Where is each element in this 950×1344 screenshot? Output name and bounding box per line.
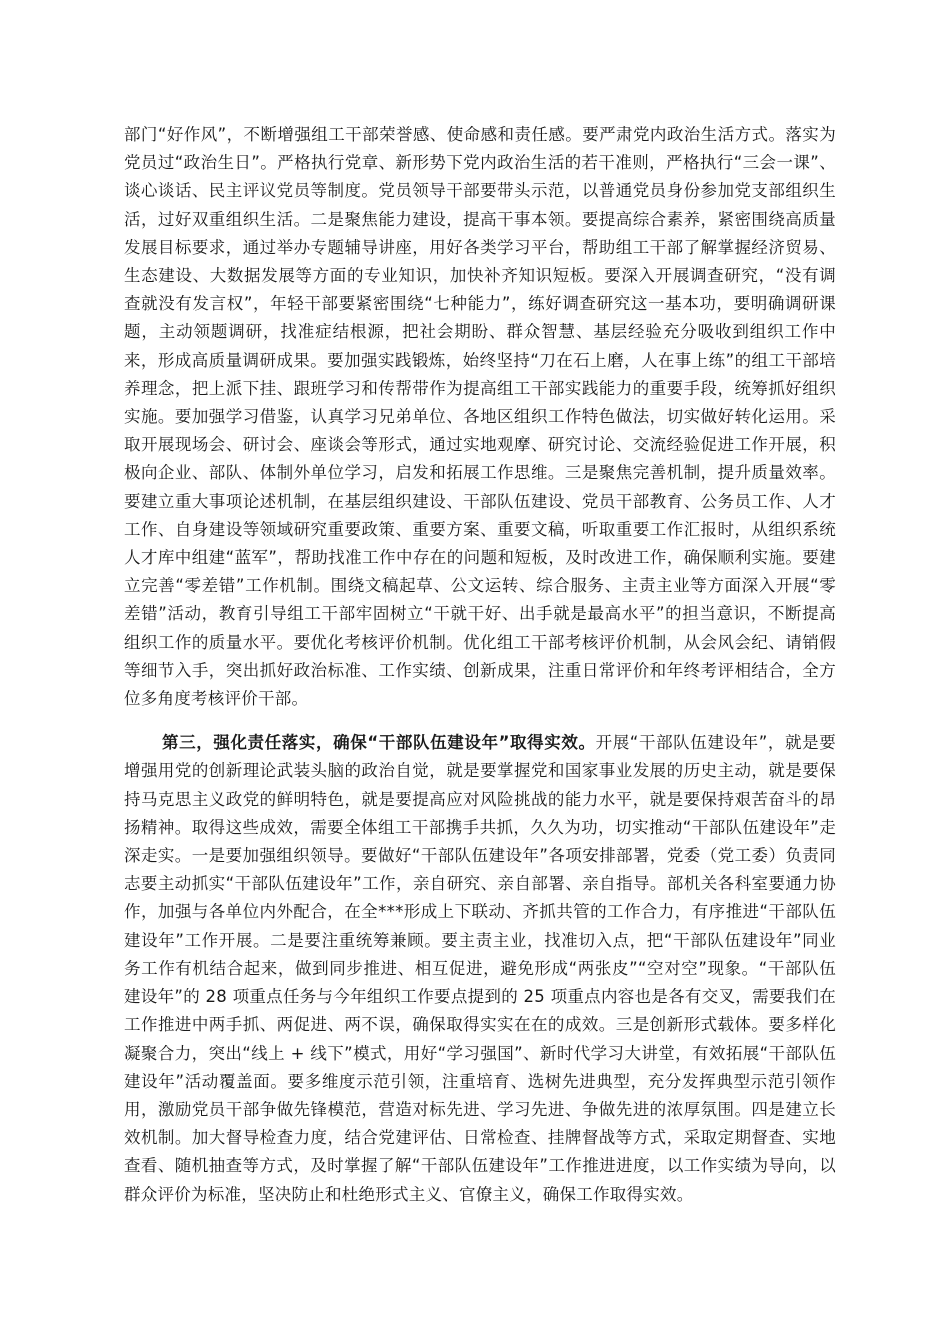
section-heading-third: 第三，强化责任落实，确保“干部队伍建设年”取得实效。 — [162, 733, 596, 753]
document-page — [124, 121, 836, 1209]
body-paragraph-2-text: 开展“干部队伍建设年”，就是要增强用党的创新理论武装头脑的政治自觉，就是要掌握党和国家事业发展的历史主动，就是要保持马克思主义政党的鲜明特色，就是要提高应对风险挑战的能力水平，就是要保持艰苦奋斗的昂扬精神。取得这些成效，需要全体组工干部携手共抓，久久为功，切实推动“干部队伍建设年”走深走实。一是要加强组织领导。要做好“干部队伍建设年”各项安排部署，党委（党工委）负责同志要主动抓实“干部队伍建设年”工作，亲自研究、亲自部署、亲自指导。部机关各科室要通力协作，加强与各单位内外配合，在全***形成上下联动、齐抓共管的工作合力，有序推进“干部队伍建设年”工作开展。二是要注重统筹兼顾。要主责主业，找准切入点，把“干部队伍建设年”同业务工作有机结合起来，做到同步推进、相互促进，避免形成“两张皮”“空对空”现象。“干部队伍建设年”的 28 项重点任务与今年组织工作要点提到的 25 项重点内容也是各有交叉，需要我们在工作推进中两手抓、两促进、两不误，确保取得实实在在的成效。三是创新形式载体。要多样化凝聚合力，突出“线上 + 线下”模式，用好“学习强国”、新时代学习大讲堂，有效拓展“干部队伍建设年”活动覆盖面。要多维度示范引领，注重培育、选树先进典型，充分发挥典型示范引领作用，激励党员干部争做先锋模范，营造对标先进、学习先进、争做先进的浓厚氛围。四是建立长效机制。加大督导检查力度，结合党建评估、日常检查、挂牌督战等方式，采取定期督查、实地查看、随机抽查等方式，及时掌握了解“干部队伍建设年”工作推进进度，以工作实绩为导向，以群众评价为标准，坚决防止和杜绝形式主义、官僚主义，确保工作取得实效。 — [124, 733, 836, 1204]
body-paragraph-2 — [124, 729, 836, 1208]
body-paragraph-1: 部门“好作风”，不断增强组工干部荣誉感、使命感和责任感。要严肃党内政治生活方式。落实为党员过“政治生日”。严格执行党章、新形势下党内政治生活的若干准则，严格执行“三会一课”、谈心谈话、民主评议党员等制度。党员领导干部要带头示范，以普通党员身份参加党支部组织生活，过好双重组织生活。二是聚焦能力建设，提高干事本领。要提高综合素养，紧密围绕高质量发展目标要求，通过举办专题辅导讲座，用好各类学习平台，帮助组工干部了解掌握经济贸易、生态建设、大数据发展等方面的专业知识，加快补齐知识短板。要深入开展调查研究，“没有调查就没有发言权”，年轻干部要紧密围绕“七种能力”，练好调查研究这一基本功，要明确调研课题，主动领题调研，找准症结根源，把社会期盼、群众智慧、基层经验充分吸收到组织工作中来，形成高质量调研成果。要加强实践锻炼，始终坚持“刀在石上磨，人在事上练”的组工干部培养理念，把上派下挂、跟班学习和传帮带作为提高组工干部实践能力的重要手段，统筹抓好组织实施。要加强学习借鉴，认真学习兄弟单位、各地区组织工作特色做法，切实做好转化运用。采取开展现场会、研讨会、座谈会等形式，通过实地观摩、研究讨论、交流经验促进工作开展，积极向企业、部队、体制外单位学习，启发和拓展工作思维。三是聚焦完善机制，提升质量效率。要建立重大事项论述机制，在基层组织建设、干部队伍建设、党员干部教育、公务员工作、人才工作、自身建设等领域研究重要政策、重要方案、重要文稿，听取重要工作汇报时，从组织系统人才库中组建“蓝军”，帮助找准工作中存在的问题和短板，及时改进工作，确保顺利实施。要建立完善“零差错”工作机制。围绕文稿起草、公文运转、综合服务、主责主业等方面深入开展“零差错”活动，教育引导组工干部牢固树立“干就干好、出手就是最高水平”的担当意识，不断提高组织工作的质量水平。要优化考核评价机制。优化组工干部考核评价机制，从会风会纪、请销假等细节入手，突出抓好政治标准、工作实绩、创新成果，注重日常评价和年终考评相结合，全方位多角度考核评价干部。 — [124, 125, 836, 709]
